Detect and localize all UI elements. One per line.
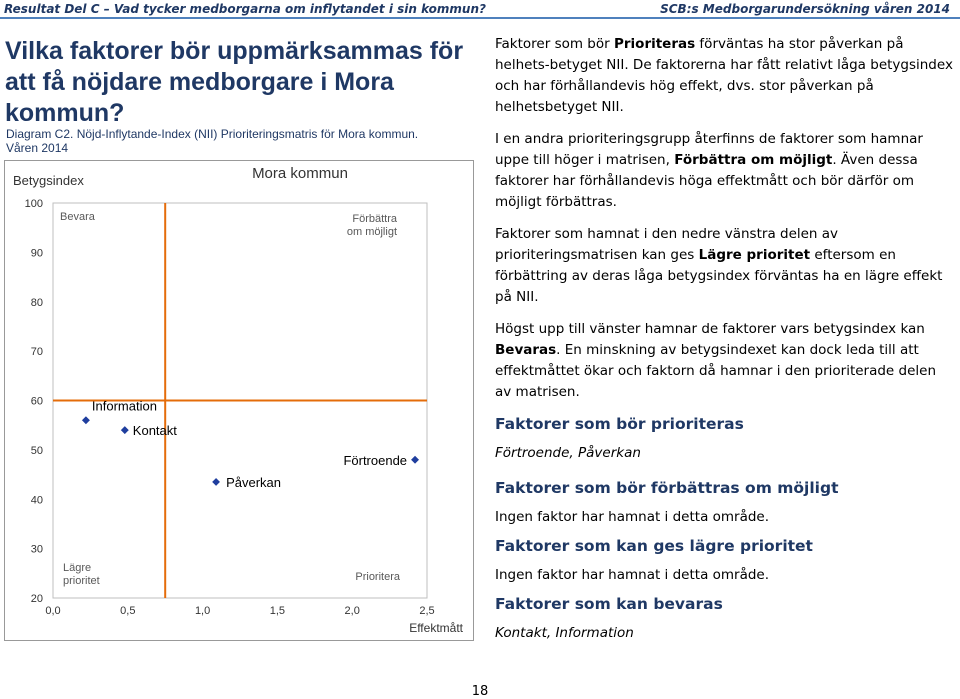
p4-run-2: . En minskning av betygsindexet kan dock leda till att effektmåttet ökar och faktorn då hamnar i den prioriterade delen av matrisen. — [495, 342, 937, 400]
p3-run-0: Faktorer som hamnat i den nedre vänstra delen av prioriteringsmatrisen kan ges — [495, 226, 839, 263]
paragraph-forbattra — [495, 129, 955, 213]
x-tick-label: 0,0 — [45, 605, 61, 617]
p4-run-0: Högst upp till vänster hamnar de faktorer vars betygsindex kan — [495, 321, 925, 337]
p3-run-1: Lägre prioritet — [698, 247, 811, 263]
paragraph-prioritera — [495, 34, 955, 118]
data-point-förtroende — [411, 455, 420, 464]
x-tick-label: 0,5 — [120, 605, 136, 617]
x-axis-label: Effektmått — [409, 621, 463, 635]
quadrant-label-forbattra-line1: Förbättra — [352, 213, 397, 225]
header-right-text: SCB:s Medborgarundersökning våren 2014 — [660, 2, 950, 16]
y-tick-label: 60 — [30, 395, 43, 408]
paragraph-lagre-prioritet — [495, 224, 955, 308]
data-label-information: Information — [91, 398, 157, 414]
page-number: 18 — [471, 684, 489, 699]
data-point-kontakt — [120, 426, 129, 435]
heading-lagre-prioritet: Faktorer som kan ges lägre prioritet — [495, 537, 813, 555]
p1-run-0: Faktorer som bör — [495, 36, 614, 52]
chart-title: Mora kommun — [252, 165, 348, 182]
data-label-påverkan: Påverkan — [226, 474, 281, 490]
p1-run-2: förväntas ha stor påverkan på helhets-betyget NII. De faktorerna har fått relativt låga betygsindex och har förhållandevis hög effekt, dvs. stor påverkan på helhetsbetyget NII. — [495, 36, 953, 115]
x-tick-label: 2,5 — [419, 605, 435, 617]
y-tick-label: 40 — [30, 494, 43, 507]
list-bevaras: Kontakt, Information — [495, 625, 634, 641]
p1-run-1: Prioriteras — [613, 36, 696, 52]
x-tick-label: 1,0 — [194, 605, 211, 617]
x-tick-label: 2,0 — [344, 605, 360, 617]
p2-run-2: . Även dessa faktorer har förhållandevis höga effektmått och bör därför om möjligt förbättras. — [495, 152, 918, 210]
y-tick-label: 20 — [30, 593, 43, 605]
p2-run-0: I en andra prioriteringsgrupp återfinns de faktorer som hamnar uppe till höger i matrisen, — [495, 131, 923, 168]
heading-forbattras: Faktorer som bör förbättras om möjligt — [495, 479, 839, 497]
paragraph-bevara — [495, 319, 955, 403]
y-tick-label: 70 — [30, 346, 43, 359]
diagram-title — [6, 127, 476, 155]
diagram-title-line1: Diagram C2. Nöjd-Inflytande-Index (NII) Prioriteringsmatris för Mora kommun. — [6, 127, 419, 141]
priority-matrix-chart — [5, 161, 473, 640]
p2-run-1: Förbättra om möjligt — [674, 152, 833, 168]
p3-run-2: eftersom en förbättring av deras låga betygsindex förväntas ha en lägre effekt på NII. — [495, 247, 943, 305]
y-tick-label: 100 — [24, 198, 43, 210]
text-lagre-prioritet: Ingen faktor har hamnat i detta område. — [495, 567, 770, 583]
data-label-förtroende: Förtroende — [343, 452, 408, 468]
page-header — [0, 0, 960, 22]
quadrant-label-prioritera: Prioritera — [355, 571, 400, 583]
explanation-column — [495, 34, 955, 644]
y-axis-label: Betygsindex — [13, 173, 84, 188]
data-point-påverkan — [212, 477, 221, 486]
header-left-text: Resultat Del C – Vad tycker medborgarna om inflytandet i sin kommun? — [4, 2, 486, 16]
quadrant-label-lagre-line2: prioritet — [63, 575, 100, 587]
x-tick-label: 1,5 — [269, 605, 286, 617]
diagram-title-line2: Våren 2014 — [6, 141, 69, 155]
data-point-information — [81, 416, 90, 425]
header-rule — [0, 17, 960, 19]
quadrant-label-forbattra-line2: om möjligt — [346, 226, 397, 238]
chart-frame — [4, 160, 474, 641]
y-tick-label: 30 — [30, 543, 43, 556]
list-prioriteras: Förtroende, Påverkan — [495, 445, 641, 461]
y-tick-label: 50 — [30, 444, 43, 457]
quadrant-label-lagre-line1: Lägre — [63, 562, 92, 574]
quadrant-label-bevara: Bevara — [60, 211, 95, 223]
y-tick-label: 90 — [30, 247, 43, 260]
page-title: Vilka faktorer bör uppmärksammas för att få nöjdare medborgare i Mora kommun? — [5, 37, 464, 127]
data-label-kontakt: Kontakt — [132, 423, 177, 439]
y-tick-label: 80 — [30, 296, 43, 309]
p4-run-1: Bevaras — [495, 342, 557, 358]
heading-bevaras: Faktorer som kan bevaras — [495, 595, 723, 613]
heading-prioriteras: Faktorer som bör prioriteras — [495, 415, 744, 433]
text-forbattras: Ingen faktor har hamnat i detta område. — [495, 509, 770, 525]
